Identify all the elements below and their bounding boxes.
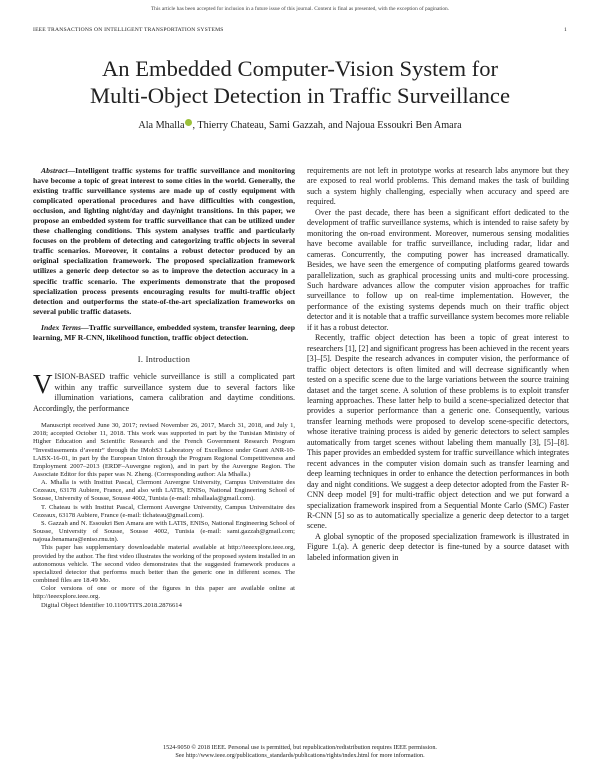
drop-cap: V	[33, 369, 53, 400]
footnote: A. Mhalla is with Institut Pascal, Clermont Auvergne University, Campus Universitaire des Cezeaux, 63178 Aubiere, France, and also with LATIS, ENISo, National Engineering School of Sousse, University of Sousse, Sousse 4002, Tunisia (e-mail: mhallaala@gmail.com).	[33, 479, 295, 503]
footnote: S. Gazzah and N. Essoukri Ben Amara are with LATIS, ENISo, National Engineering School of Sousse, University of Sousse, Sousse 4002, Tunisia (e-mail: sami.gazzah@gmail.com; najoua.benamara@eniso.rnu.tn).	[33, 519, 295, 544]
title-line-2: Multi-Object Detection in Traffic Surveillance	[90, 83, 510, 108]
footnote-doi: Digital Object Identifier 10.1109/TITS.2018.2876614	[41, 601, 182, 609]
paper-title	[0, 55, 600, 109]
abstract-lead: Abstract	[41, 166, 68, 175]
footnote: Color versions of one or more of the figures in this paper are available online at http://ieeexplore.ieee.org.	[33, 585, 295, 601]
body-paragraph: Over the past decade, there has been a significant effort dedicated to the development of traffic surveillance systems, which is intended to raise safety by monitoring the on-road environment. Moreover, numerous sensing modalities have become available for traffic surveillance, including radar, lidar and cameras. Concurrently, the computing power has increased dramatically. Besides, we have seen the emergence of computing platforms geared towards parallelization, such as graphical processing units and multi-core processing. Such hardware advances allow the computer vision approaches for traffic surveillance to follow up on real-time implementation. However, the performance of the existing systems depends much on their traffic object detector and it is notable that a traffic surveillance system becomes more reliable if it has a robust detector.	[307, 207, 569, 332]
footer-line-1: 1524-9050 © 2018 IEEE. Personal use is permitted, but republication/redistribution requires IEEE permission.	[163, 744, 437, 751]
intro-text: ISION-BASED traffic vehicle surveillance is still a complicated part within any traffic surveillance system due to several factors like illumination variations, camera calibration and daytime conditions. Accordingly, the performance	[33, 372, 295, 413]
footnotes	[33, 422, 295, 610]
footnote: Manuscript received June 30, 2017; revised November 26, 2017, March 31, 2018, and July 1, 2018; accepted October 11, 2018. This work was supported in part by the Tunisian Ministry of Higher Education and Scientific Research and the French Government Research Program “Investissements d’avenir” through the IMobS3 Laboratory of Excellence under Grant ANR-10-LABX-16-01, in part by the European Union through the Program Regional Competitiveness and Employment 2007–2013 (ERDF–Auvergne region), and in part by the Auvergne Region. The Associate Editor for this paper was N. Zheng. (Corresponding author: Ala Mhalla.)	[33, 422, 295, 478]
author-first: Ala Mhalla	[138, 120, 185, 131]
copyright-footer	[0, 744, 600, 760]
author-rest: , Thierry Chateau, Sami Gazzah, and Najoua Essoukri Ben Amara	[192, 120, 462, 131]
abstract	[33, 166, 295, 317]
journal-name: IEEE TRANSACTIONS ON INTELLIGENT TRANSPORTATION SYSTEMS	[33, 27, 224, 33]
right-column	[307, 166, 569, 563]
intro-paragraph	[33, 369, 295, 414]
footnote: This paper has supplementary downloadable material available at http://ieeexplore.ieee.org, provided by the author. The first video illustrates the working of the proposed system installed in an autonomous vehicle. The second video demonstrates that the suggested framework produces a specialized detector that performs much better than the generic one in different scenes. The combined files are 18.49 Mo.	[33, 544, 295, 585]
abstract-body: —Intelligent traffic systems for traffic surveillance and monitoring have become a topic of great interest to some cities in the world. Generally, the existing traffic surveillance systems are made up of costly equipment with complicated operational procedures and have difficulties with congestion, occlusion, and lighting night/day and day/night transitions. In this paper, we propose an embedded system for traffic surveillance that can be utilized under these challenging conditions. This system analyses traffic and particularly focuses on the problem of detecting and categorizing traffic objects in several traffic scenarios. Moreover, it contains a robust detector produced by an original specialization framework. The proposed specialization framework utilizes a generic deep detector so as to improve the detection accuracy in a specific traffic scenario. The experiments demonstrate that the proposed specialization process presents encouraging results for multi-traffic object detection and outperforms the state-of-the-art specialization frameworks on several public traffic datasets.	[33, 166, 295, 316]
body-paragraph: A global synoptic of the proposed specialization framework is illustrated in Figure 1.(a). A generic deep detector is fine-tuned by a source dataset with labeled information given in	[307, 531, 569, 562]
title-line-1: An Embedded Computer-Vision System for	[101, 56, 499, 81]
acceptance-note: This article has been accepted for inclusion in a future issue of this journal. Content is final as presented, with the exception of pagination.	[150, 6, 450, 12]
index-terms-lead: Index Terms	[41, 322, 82, 332]
body-paragraph: requirements are not left in prototype works at research labs anymore but they are exposed to real world problems. This demand makes the task of building such a system highly challenging, especially when accuracy and speed are required.	[307, 166, 569, 207]
footnote: T. Chateau is with Institut Pascal, Clermont Auvergne University, Campus Universitaire des Cezeaux, 63178 Aubiere, France (e-mail: tlchateau@gmail.com).	[33, 503, 295, 519]
body-paragraph: Recently, traffic object detection has been a topic of great interest to researchers [1], [2] and significant progress has been achieved in the recent years [3]–[5]. Despite the research advances in computer vision, the performance of traffic object detectors is often limited and will decrease significantly when tested on a specific scene due to the large variations between the source training dataset and the target scene. A solution of these problems is to exploit transfer learning approaches. These latter help to build a scene-specialized detector that provides a superior performance than a generic one. Consequently, various transfer learning methods were proposed to develop scene-specific detectors, whose iterative training process is aided by generic detectors to select samples automatically from target scenes without labeling them manually [3], [5]–[8]. This paper provides an embedded system for traffic surveillance which integrates recent advances in the computer vision domain such as transfer learning and deep learning techniques in order to enhance the detection performances in both day and night conditions. We suggest a deep detector adopted from the Faster R-CNN deep model [9] for multi-traffic object detection and we put forward a specialization framework inspired from a Sequential Monte Carlo (SMC) Faster R-CNN [5] so as to automatically specialize a generic deep detector to a target scene.	[307, 333, 569, 531]
index-terms	[33, 323, 295, 343]
author-list	[0, 119, 600, 131]
index-terms-body: —Traffic surveillance, embedded system, transfer learning, deep learning, MF R-CNN, likelihood function, traffic object detection.	[33, 322, 295, 342]
footer-line-2: See http://www.ieee.org/publications_standards/publications/rights/index.html for more information.	[175, 752, 425, 759]
section-heading: I. Introduction	[137, 354, 191, 364]
page-number: 1	[564, 27, 567, 33]
left-column	[33, 166, 295, 610]
running-head	[33, 27, 567, 33]
